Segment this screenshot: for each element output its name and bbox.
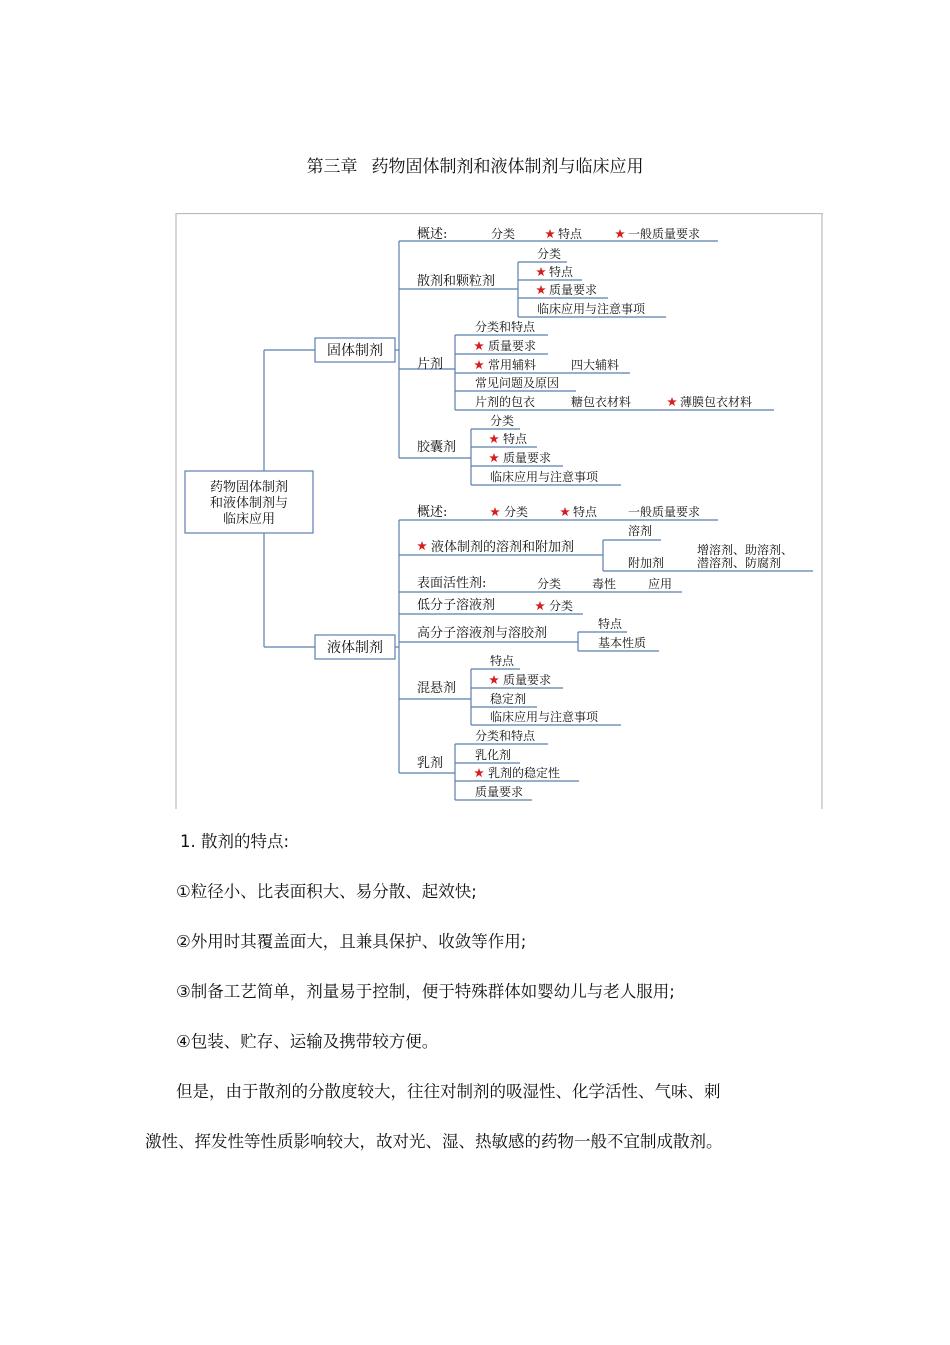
capsule-item-3: 质量要求 [503,451,552,465]
star-icon [667,397,677,406]
star-icon [489,434,499,443]
star-icon [474,360,484,369]
root-node-line3: 临床应用 [222,512,276,527]
tablet-coat-2: 薄膜包衣材料 [680,395,753,409]
tablet-coat-1: 糖包衣材料 [571,395,632,409]
star-icon [474,768,484,777]
chapter-title-text: 药物固体制剂和液体制剂与临床应用 [371,157,644,177]
emulsion-node: 乳剂 [417,756,444,771]
high-mol-item-1: 特点 [598,617,623,631]
tablet-item-5: 片剂的包衣 [475,395,536,409]
suspension-item-1: 特点 [490,654,515,668]
star-icon [615,229,625,238]
tablet-item-3: 常用辅料 [488,358,537,372]
powder-item-1: 分类 [537,247,562,261]
liquid-node: 液体制剂 [327,640,383,656]
root-node-line2: 和液体制剂与 [209,496,289,511]
capsule-item-2: 特点 [503,432,528,446]
surfactant-node: 表面活性剂: [417,576,487,591]
emulsion-item-3: 乳剂的稳定性 [488,766,561,780]
star-icon [545,229,555,238]
low-mol-node: 低分子溶液剂 [417,598,496,613]
solid-overview-item-3: 一般质量要求 [628,227,701,241]
high-mol-item-2: 基本性质 [598,636,647,650]
high-mol-node: 高分子溶液剂与溶胶剂 [417,626,548,641]
additives-line-2: 潜溶剂、防腐剂 [697,556,782,570]
emulsion-item-2: 乳化剂 [475,748,512,762]
solid-overview-item-1: 分类 [491,227,516,241]
capsule-item-1: 分类 [490,414,515,428]
emulsion-item-1: 分类和特点 [475,729,536,743]
star-icon [490,507,500,516]
low-mol-item: 分类 [549,599,574,613]
liquid-overview-item-2: 特点 [573,505,598,519]
powder-item-4: 临床应用与注意事项 [537,302,646,316]
tablet-item-1: 分类和特点 [475,320,536,334]
suspension-item-4: 临床应用与注意事项 [490,710,599,724]
feature-point-3: ③制备工艺简单，剂量易于控制，便于特殊群体如婴幼儿与老人服用; [176,982,675,1001]
surfactant-item-1: 分类 [537,577,562,591]
star-icon [474,341,484,350]
powder-item-3: 质量要求 [549,283,598,297]
paragraph-line-2: 激性、挥发性等性质影响较大，故对光、湿、热敏感的药物一般不宜制成散剂。 [145,1132,723,1151]
tablet-node: 片剂 [417,357,444,372]
surfactant-item-3: 应用 [648,577,673,591]
feature-point-1: ①粒径小、比表面积大、易分散、起效快; [176,882,477,901]
additives-line-1: 增溶剂、助溶剂、 [697,543,794,557]
suspension-item-3: 稳定剂 [490,692,527,706]
powder-item-2: 特点 [549,265,574,279]
star-icon [560,507,570,516]
paragraph-line-1: 但是，由于散剂的分散度较大，往往对制剂的吸湿性、化学活性、气味、刺 [176,1082,721,1101]
solid-overview-label: 概述: [417,227,448,242]
section-heading: 1. 散剂的特点: [180,832,290,851]
star-icon [489,675,499,684]
tablet-item-4: 常见问题及原因 [475,376,560,390]
capsule-item-4: 临床应用与注意事项 [490,470,599,484]
chapter-number: 第三章 [306,157,358,177]
surfactant-item-2: 毒性 [592,577,617,591]
star-icon [536,267,546,276]
powder-node: 散剂和颗粒剂 [417,274,496,289]
star-icon [536,285,546,294]
tablet-item-2: 质量要求 [488,339,537,353]
tablet-aux: 四大辅料 [571,358,620,372]
emulsion-item-4: 质量要求 [475,785,524,799]
solvent-sub-2: 附加剂 [628,556,665,570]
suspension-node: 混悬剂 [417,681,457,696]
solid-overview-item-2: 特点 [558,227,583,241]
suspension-item-2: 质量要求 [503,673,552,687]
solvent-node: 液体制剂的溶剂和附加剂 [431,540,575,555]
feature-point-4: ④包装、贮存、运输及携带较方便。 [176,1032,439,1051]
solvent-sub-1: 溶剂 [628,524,653,538]
liquid-overview-item-3: 一般质量要求 [628,505,701,519]
liquid-overview-label: 概述: [417,505,448,520]
feature-point-2: ②外用时其覆盖面大，且兼具保护、收敛等作用; [176,932,527,951]
root-node-line1: 药物固体制剂 [209,480,289,495]
solid-node: 固体制剂 [327,343,383,359]
star-icon [489,453,499,462]
liquid-overview-item-1: 分类 [504,505,529,519]
capsule-node: 胶囊剂 [417,440,457,455]
mindmap-diagram [175,213,823,809]
chapter-title [0,152,950,177]
star-icon [417,541,427,550]
star-icon [535,601,545,610]
